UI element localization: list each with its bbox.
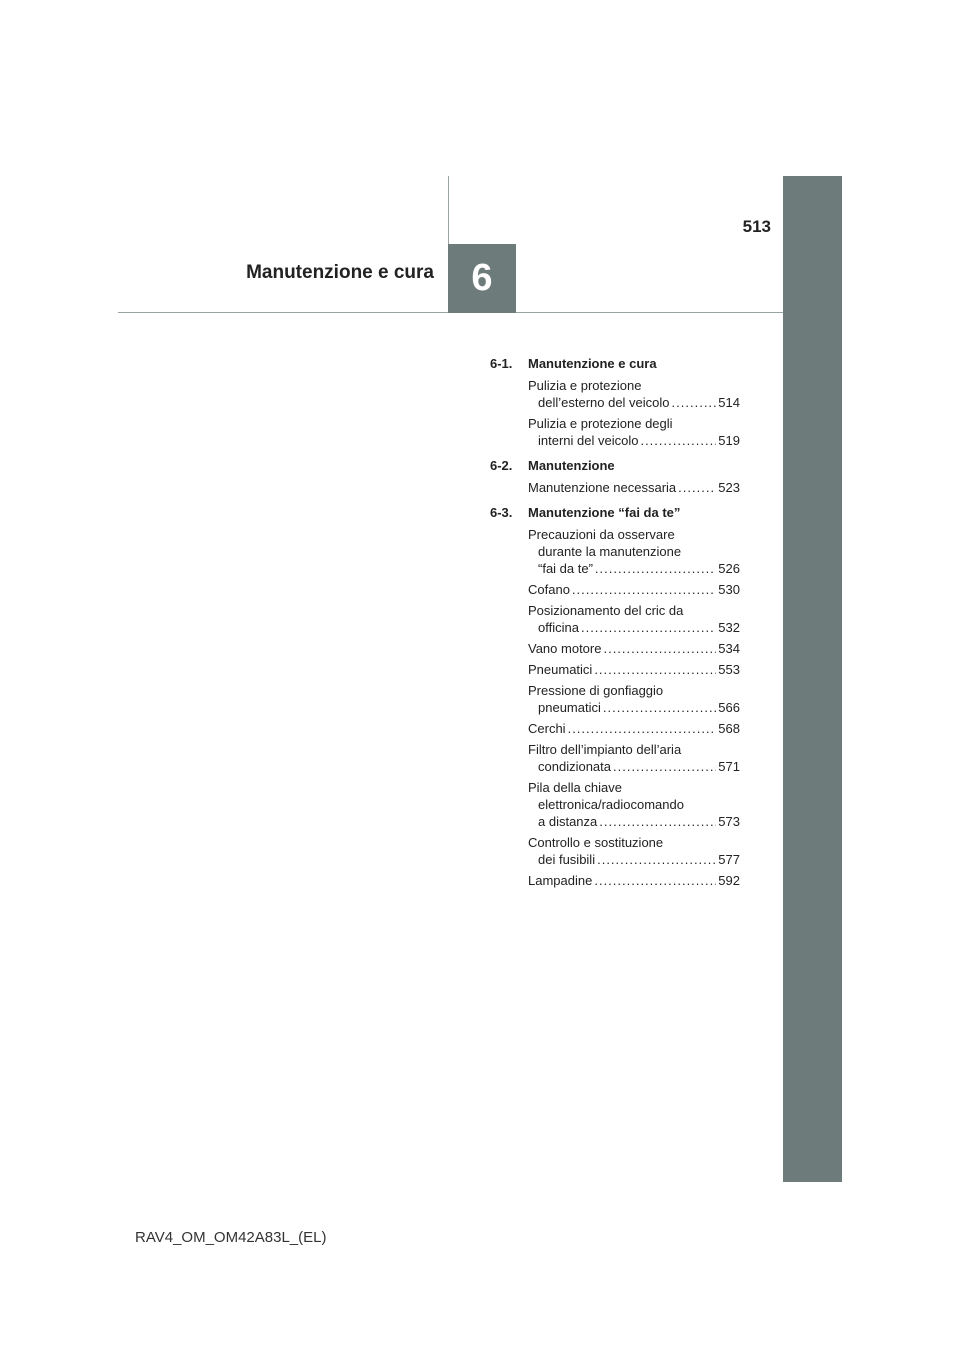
header-divider-vertical (448, 176, 449, 244)
toc-entry[interactable] (528, 741, 740, 775)
toc-entry-text: pneumatici (538, 700, 601, 715)
toc-entry-text: Cofano (528, 582, 570, 597)
toc-entry-text: Pulizia e protezione degli (528, 416, 673, 431)
toc-page-number: 592 (718, 873, 740, 888)
toc-dot-leader (595, 560, 716, 577)
toc-entry-text: Cerchi (528, 721, 566, 736)
toc-dot-leader (599, 813, 716, 830)
toc-section-number: 6-2. (490, 458, 513, 473)
toc-dot-leader (594, 872, 716, 889)
toc-section-number: 6-1. (490, 356, 513, 371)
toc-dot-leader (594, 661, 716, 678)
toc-entry-text: dell’esterno del veicolo (538, 395, 670, 410)
toc-page-number: 577 (718, 852, 740, 867)
toc-entry[interactable] (528, 526, 740, 577)
toc-entry-text: Precauzioni da osservare (528, 527, 675, 542)
document-code: RAV4_OM_OM42A83L_(EL) (135, 1229, 327, 1246)
page-number: 513 (742, 217, 771, 236)
toc-page-number: 532 (718, 620, 740, 635)
toc-page-number: 514 (718, 395, 740, 410)
toc-entry[interactable] (528, 581, 740, 598)
toc-dot-leader (672, 394, 717, 411)
toc-section (490, 355, 740, 449)
toc-section-title: Manutenzione (528, 458, 615, 473)
toc-entry-text: officina (538, 620, 579, 635)
table-of-contents (490, 355, 740, 897)
toc-entry[interactable] (528, 682, 740, 716)
toc-section-heading (490, 504, 740, 521)
toc-section-heading (490, 355, 740, 372)
toc-dot-leader (603, 640, 716, 657)
toc-entry[interactable] (528, 479, 740, 496)
toc-entry-text: Pulizia e protezione (528, 378, 642, 393)
toc-entry[interactable] (528, 872, 740, 889)
toc-entry-text: a distanza (538, 814, 598, 829)
toc-section-number: 6-3. (490, 505, 513, 520)
toc-entry-text: Pneumatici (528, 662, 593, 677)
toc-entry-text: Pila della chiave (528, 780, 622, 795)
toc-section (490, 457, 740, 496)
toc-entry[interactable] (528, 720, 740, 737)
toc-entry-text: Vano motore (528, 641, 602, 656)
toc-page-number: 519 (718, 433, 740, 448)
toc-entry-text: Lampadine (528, 873, 593, 888)
toc-page-number: 523 (718, 480, 740, 495)
toc-dot-leader (581, 619, 716, 636)
toc-entry-text: “fai da te” (538, 561, 593, 576)
toc-page-number: 566 (718, 700, 740, 715)
toc-dot-leader (603, 699, 716, 716)
toc-page-number: 530 (718, 582, 740, 597)
toc-entry-text: Pressione di gonfiaggio (528, 683, 664, 698)
toc-dot-leader (640, 432, 716, 449)
toc-entry-text: condizionata (538, 759, 611, 774)
toc-page-number: 571 (718, 759, 740, 774)
toc-dot-leader (613, 758, 716, 775)
toc-page-number: 534 (718, 641, 740, 656)
toc-entry-text: interni del veicolo (538, 433, 639, 448)
toc-entry[interactable] (528, 640, 740, 657)
toc-dot-leader (572, 581, 716, 598)
toc-dot-leader (597, 851, 716, 868)
toc-entry-text: Manutenzione necessaria (528, 480, 677, 495)
toc-entry[interactable] (528, 415, 740, 449)
toc-entry[interactable] (528, 661, 740, 678)
toc-entry[interactable] (528, 602, 740, 636)
toc-section-heading (490, 457, 740, 474)
toc-dot-leader (568, 720, 717, 737)
toc-entry-text: Controllo e sostituzione (528, 835, 664, 850)
side-tab (783, 176, 842, 1182)
toc-entry-text: Filtro dell’impianto dell’aria (528, 742, 682, 757)
toc-entry[interactable] (528, 834, 740, 868)
toc-page-number: 573 (718, 814, 740, 829)
toc-section-title: Manutenzione “fai da te” (528, 505, 681, 520)
toc-entry[interactable] (528, 779, 740, 830)
chapter-title: Manutenzione e cura (246, 262, 434, 283)
chapter-number-badge: 6 (448, 244, 516, 313)
toc-entry-text: Posizionamento del cric da (528, 603, 684, 618)
toc-entry-text: dei fusibili (538, 852, 596, 867)
toc-entry[interactable] (528, 377, 740, 411)
toc-section (490, 504, 740, 889)
toc-section-title: Manutenzione e cura (528, 356, 657, 371)
toc-page-number: 526 (718, 561, 740, 576)
toc-entry-text: durante la manutenzione (538, 544, 682, 559)
toc-page-number: 568 (718, 721, 740, 736)
toc-entry-text: elettronica/radiocomando (538, 797, 684, 812)
toc-dot-leader (678, 479, 716, 496)
toc-page-number: 553 (718, 662, 740, 677)
